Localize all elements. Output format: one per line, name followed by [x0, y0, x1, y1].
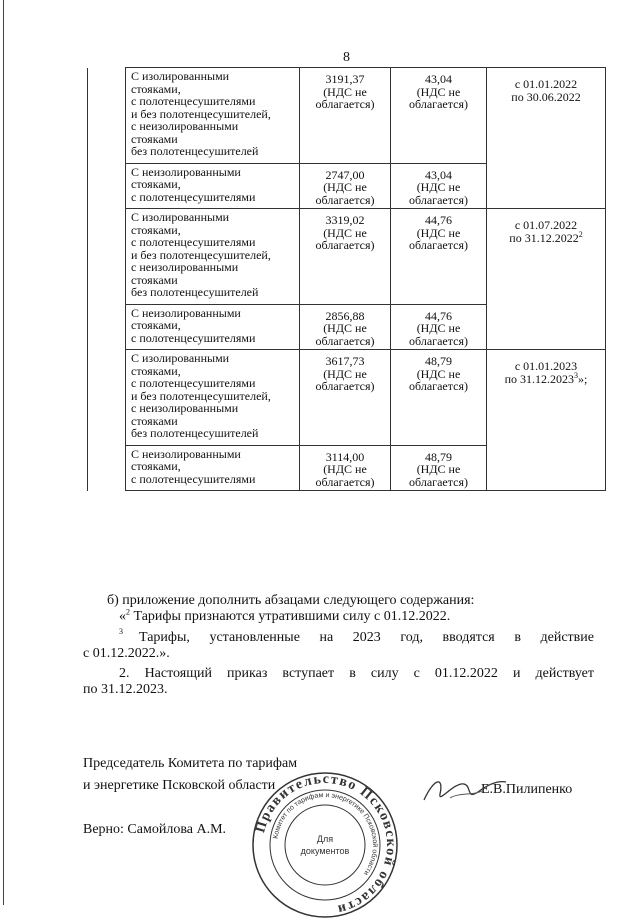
signer-position-line-2: и энергетике Псковской области	[83, 778, 276, 793]
handwritten-signature	[420, 770, 510, 810]
paragraph-2-continuation: по 31.12.2023.	[83, 682, 168, 697]
component-value-cell: 43,04 (НДС не облагается)	[391, 163, 487, 209]
tariff-value-cell: 3114,00 (НДС не облагается)	[300, 445, 391, 491]
tariff-value-cell: 2747,00 (НДС не облагается)	[300, 163, 391, 209]
page-left-edge-line	[3, 0, 4, 905]
riser-type-cell: С изолированными стояками, с полотенцесушителями и без полотенцесушителей, с неизолированными стояками без полотенцесушителей	[126, 209, 300, 305]
tariff-table	[87, 67, 606, 491]
component-value-cell: 48,79 (НДС не облагается)	[391, 350, 487, 446]
riser-type-cell: С неизолированными стояками, с полотенцесушителями	[126, 163, 300, 209]
tariff-value-cell: 2856,88 (НДС не облагается)	[300, 304, 391, 350]
period-cell: с 01.07.2022 по 31.12.2022$^2$	[487, 209, 606, 350]
empty-cell	[88, 445, 126, 491]
riser-type-cell: С изолированными стояками, с полотенцесушителями и без полотенцесушителей, с неизолированными стояками без полотенцесушителей	[126, 350, 300, 446]
empty-cell	[88, 350, 126, 446]
component-value-cell: 44,76 (НДС не облагается)	[391, 304, 487, 350]
paragraph-b: б) приложение дополнить абзацами следующего содержания:	[107, 593, 475, 608]
svg-text:Комитет по тарифам и энергетик: Комитет по тарифам и энергетике Псковской области	[272, 791, 379, 877]
verified-by: Верно: Самойлова А.М.	[83, 822, 227, 837]
svg-text:документов: документов	[300, 846, 350, 856]
empty-cell	[88, 163, 126, 209]
tariff-value-cell: 3319,02 (НДС не облагается)	[300, 209, 391, 305]
riser-type-cell: С изолированными стояками, с полотенцесушителями и без полотенцесушителей, с неизолированными стояками без полотенцесушителей	[126, 68, 300, 164]
tariff-value-cell: 3191,37 (НДС не облагается)	[300, 68, 391, 164]
paragraph-2: 2. Настоящий приказ вступает в силу с 01.12.2022 и действует	[119, 666, 594, 681]
period-cell: с 01.01.2022 по 30.06.2022	[487, 68, 606, 209]
footnote-3-mark: 3	[119, 627, 123, 636]
component-value-cell: 43,04 (НДС не облагается)	[391, 68, 487, 164]
empty-cell	[88, 68, 126, 164]
svg-text:Правительство Псковской област: Правительство Псковской области	[253, 771, 399, 917]
component-value-cell: 44,76 (НДС не облагается)	[391, 209, 487, 305]
table-row	[88, 209, 606, 305]
official-stamp	[250, 770, 400, 920]
table-row	[88, 68, 606, 164]
footnote-2: «$^2$ Тарифы признаются утратившими силу с 01.12.2022.	[119, 607, 451, 624]
riser-type-cell: С неизолированными стояками, с полотенцесушителями	[126, 445, 300, 491]
tariff-value-cell: 3617,73 (НДС не облагается)	[300, 350, 391, 446]
table-row	[88, 350, 606, 446]
riser-type-cell: С неизолированными стояками, с полотенцесушителями	[126, 304, 300, 350]
component-value-cell: 48,79 (НДС не облагается)	[391, 445, 487, 491]
footnote-3-continuation: с 01.12.2022.».	[83, 646, 170, 661]
period-cell: с 01.01.2023 по 31.12.2023$^3$»;	[487, 350, 606, 491]
page-number: 8	[343, 50, 350, 65]
svg-text:Для: Для	[316, 834, 334, 844]
empty-cell	[88, 304, 126, 350]
signer-name: Е.В.Пилипенко	[481, 782, 573, 797]
signer-position-line-1: Председатель Комитета по тарифам	[83, 756, 298, 771]
footnote-3: Тарифы, установленные на 2023 год, вводятся в действие	[139, 630, 594, 645]
empty-cell	[88, 209, 126, 305]
